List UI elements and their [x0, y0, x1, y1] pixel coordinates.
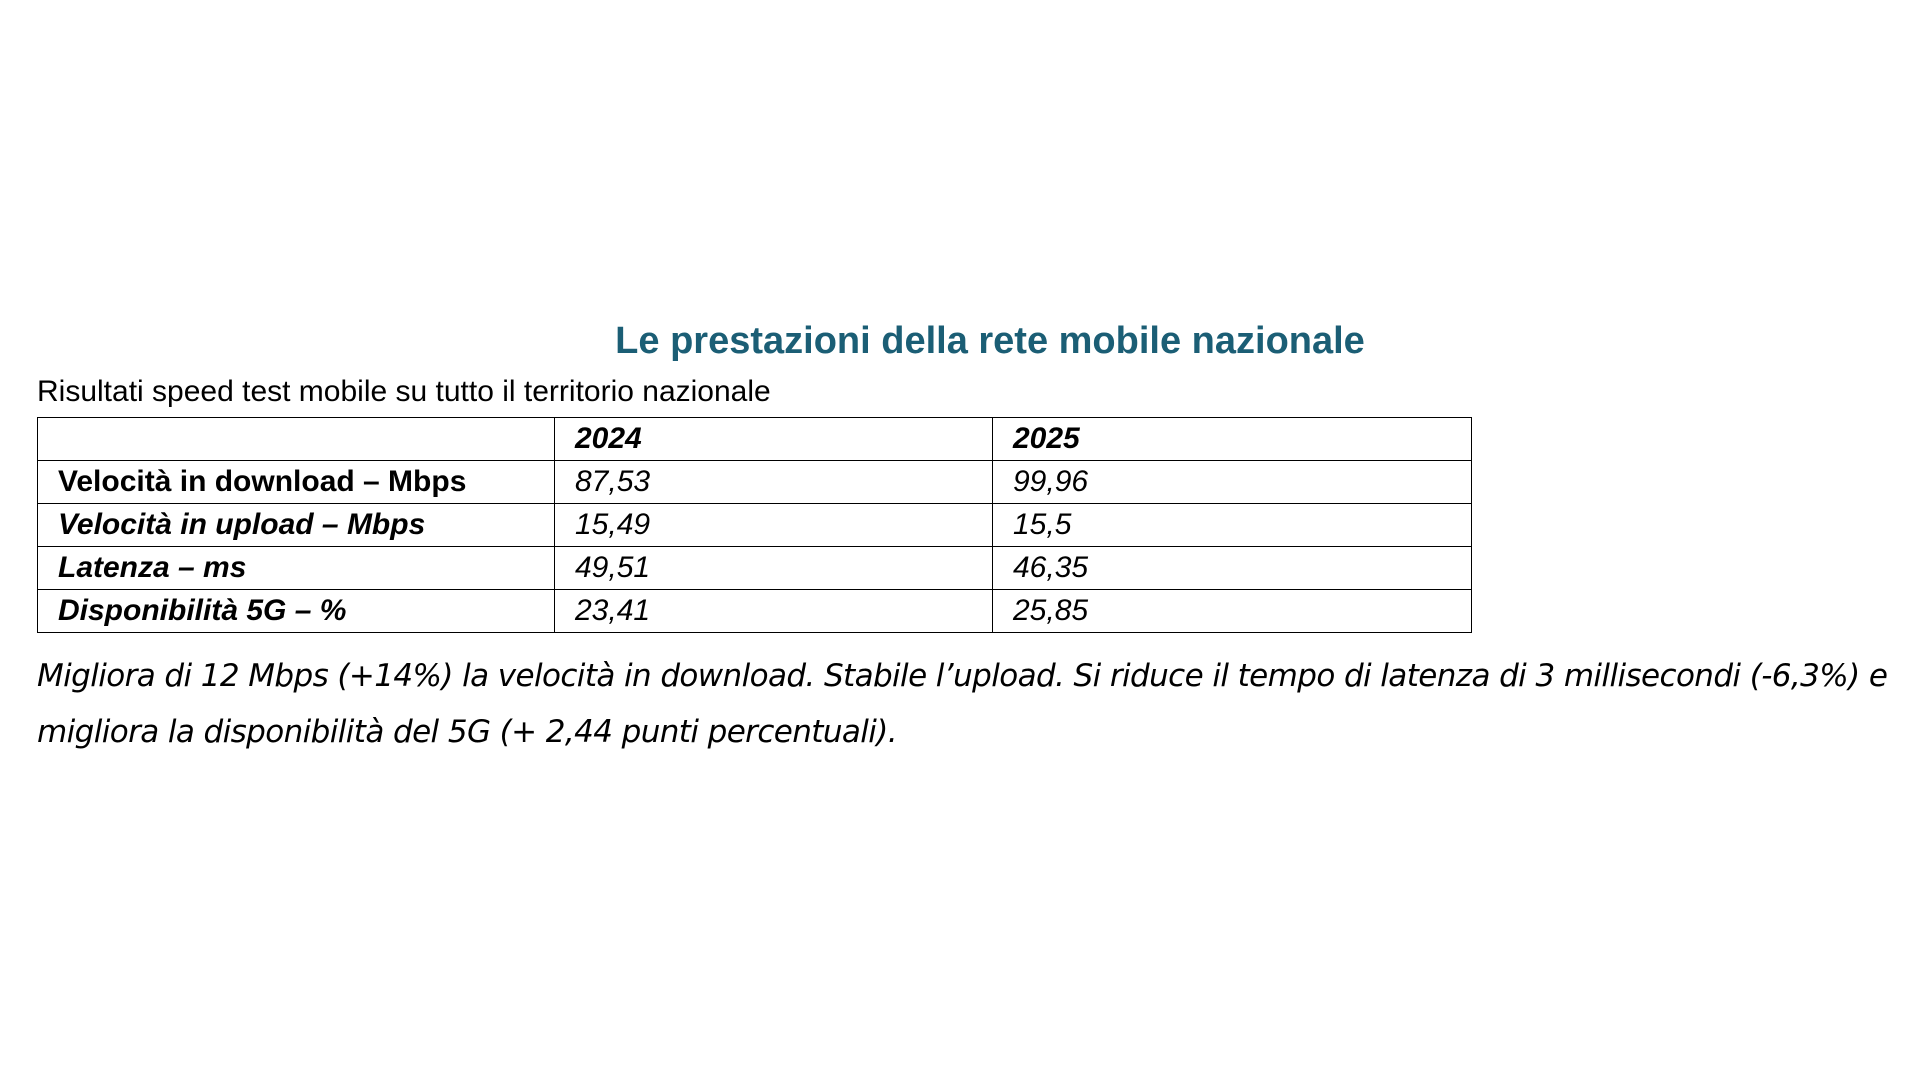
row-label-5g-availability: Disponibilità 5G – % — [38, 590, 555, 633]
table-row — [38, 547, 1472, 590]
cell-upload-2025: 15,5 — [993, 504, 1472, 547]
column-header-2024: 2024 — [555, 418, 993, 461]
table-row — [38, 461, 1472, 504]
cell-5g-2025: 25,85 — [993, 590, 1472, 633]
table-corner-cell — [38, 418, 555, 461]
table-header-row — [38, 418, 1472, 461]
cell-download-2024: 87,53 — [555, 461, 993, 504]
table-row — [38, 504, 1472, 547]
cell-latency-2024: 49,51 — [555, 547, 993, 590]
row-label-latency: Latenza – ms — [38, 547, 555, 590]
row-label-download: Velocità in download – Mbps — [38, 461, 555, 504]
cell-download-2025: 99,96 — [993, 461, 1472, 504]
speed-test-table — [37, 417, 1472, 633]
table-row — [38, 590, 1472, 633]
cell-upload-2024: 15,49 — [555, 504, 993, 547]
column-header-2025: 2025 — [993, 418, 1472, 461]
summary-note: Migliora di 12 Mbps (+14%) la velocità in download. Stabile l’upload. Si riduce il tempo di latenza di 3 millisecondi (-6,3%) e migliora la disponibilità del 5G (+ 2,44 punti percentuali). — [37, 658, 1888, 750]
cell-5g-2024: 23,41 — [555, 590, 993, 633]
table-caption: Risultati speed test mobile su tutto il territorio nazionale — [37, 375, 771, 408]
document-title: Le prestazioni della rete mobile nazionale — [615, 320, 1365, 362]
row-label-upload: Velocità in upload – Mbps — [38, 504, 555, 547]
cell-latency-2025: 46,35 — [993, 547, 1472, 590]
